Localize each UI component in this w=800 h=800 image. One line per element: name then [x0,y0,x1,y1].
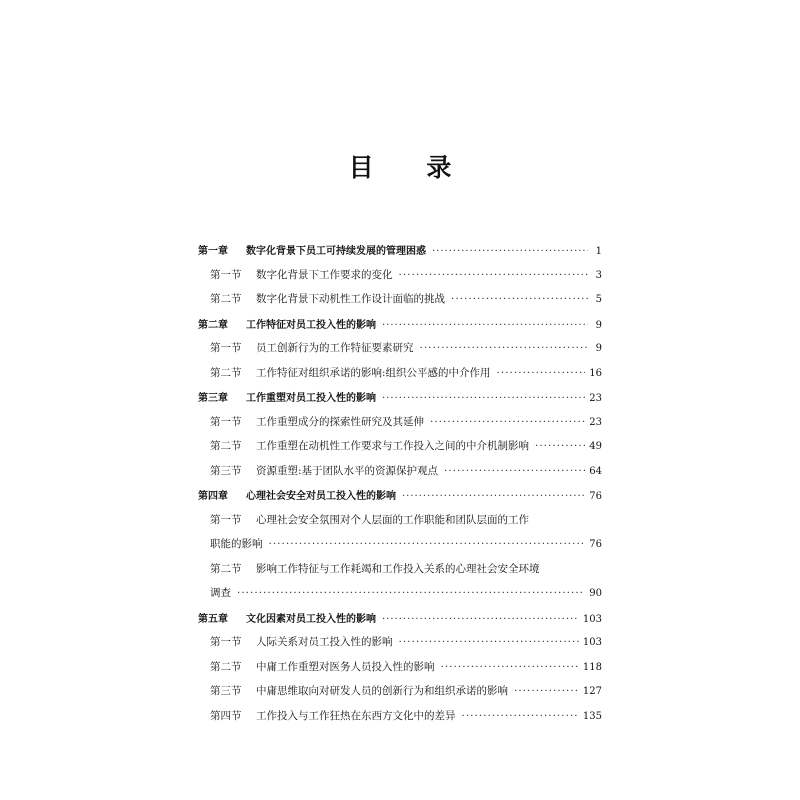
toc-entry-section[interactable] [198,512,602,537]
leader-dots [420,342,589,354]
toc-entry-chapter[interactable] [198,389,602,414]
leader-dots [430,416,585,428]
toc-entry-section[interactable] [198,414,602,439]
chapter-title: 数字化背景下员工可持续发展的管理困惑 [246,246,426,257]
section-title: 员工创新行为的工作特征要素研究 [256,342,414,354]
section-title: 工作投入与工作狂热在东西方文化中的差异 [256,709,456,722]
section-title: 人际关系对员工投入性的影响 [256,636,393,648]
page-number: 5 [595,294,602,305]
toc-entry-section[interactable] [198,634,602,659]
page-number: 49 [589,441,602,452]
toc-entry-section[interactable] [198,659,602,684]
page-number: 16 [589,367,602,379]
section-number: 第一节 [210,636,242,648]
toc-entry-section[interactable] [198,683,602,708]
page-number: 23 [589,416,602,428]
page-number: 127 [582,686,602,697]
section-number: 第二节 [210,562,242,575]
leader-dots [382,393,585,404]
page-number: 76 [589,539,602,550]
toc-entry-section[interactable] [198,291,602,316]
section-number: 第一节 [210,268,242,281]
leader-dots [399,636,579,648]
toc-entry-continuation[interactable] [198,585,602,610]
section-title: 工作特征对组织承诺的影响:组织公平感的中介作用 [256,366,491,379]
chapter-number: 第一章 [198,246,228,257]
page-number: 64 [589,465,602,477]
page-number: 3 [595,269,602,281]
toc-entry-chapter[interactable] [198,316,602,341]
toc-entry-section[interactable] [198,708,602,733]
chapter-number: 第二章 [198,319,228,331]
toc-entry-section[interactable] [198,365,602,390]
page-number: 1 [595,246,602,257]
page-number: 9 [595,319,602,331]
chapter-number: 第三章 [198,393,228,404]
toc-title: 目 录 [348,153,474,182]
page-number: 90 [589,588,602,599]
toc-entry-section[interactable] [198,561,602,586]
section-title: 资源重塑:基于团队水平的资源保护观点 [256,464,439,477]
leader-dots [269,538,586,550]
section-number: 第一节 [210,415,242,428]
leader-dots [514,685,579,697]
section-number: 第三节 [210,685,242,697]
section-number: 第二节 [210,366,242,379]
section-number: 第三节 [210,464,242,477]
toc-entry-section[interactable] [198,438,602,463]
section-title: 工作重塑在动机性工作要求与工作投入之间的中介机制影响 [256,440,529,452]
chapter-number: 第四章 [198,491,228,502]
toc-entry-continuation[interactable] [198,536,602,561]
chapter-title: 工作特征对员工投入性的影响 [246,319,376,331]
section-title: 数字化背景下动机性工作设计面临的挑战 [256,293,445,305]
chapter-title: 心理社会安全对员工投入性的影响 [246,491,396,502]
leader-dots [444,465,585,477]
section-title: 心理社会安全氛围对个人层面的工作职能和团队层面的工作 [256,513,529,526]
leader-dots [382,614,579,625]
table-of-contents [198,242,602,732]
section-number: 第四节 [210,709,242,722]
page-number: 76 [589,491,602,502]
section-title: 影响工作特征与工作耗竭和工作投入关系的心理社会安全环境 [256,562,540,575]
leader-dots [402,491,585,502]
section-title-continued: 职能的影响 [210,538,263,550]
leader-dots [399,269,589,281]
toc-entry-section[interactable] [198,340,602,365]
toc-entry-chapter[interactable] [198,610,602,635]
page-number: 135 [582,710,602,722]
page-number: 118 [582,661,602,673]
page-number: 103 [582,613,602,625]
section-title: 工作重塑成分的探索性研究及其延伸 [256,415,424,428]
leader-dots [382,320,588,331]
leader-dots [462,710,579,722]
section-title-continued: 调查 [210,587,231,599]
leader-dots [441,661,579,673]
section-number: 第一节 [210,342,242,354]
section-title: 中庸工作重塑对医务人员投入性的影响 [256,660,435,673]
section-title: 数字化背景下工作要求的变化 [256,268,393,281]
section-number: 第二节 [210,440,242,452]
leader-dots [237,587,585,599]
chapter-title: 文化因素对员工投入性的影响 [246,613,376,625]
section-number: 第二节 [210,660,242,673]
toc-entry-chapter[interactable] [198,487,602,512]
section-title: 中庸思维取向对研发人员的创新行为和组织承诺的影响 [256,685,508,697]
leader-dots [497,367,586,379]
toc-entry-section[interactable] [198,463,602,488]
page-number: 23 [589,393,602,404]
chapter-number: 第五章 [198,613,228,625]
section-number: 第二节 [210,293,242,305]
leader-dots [451,293,588,305]
section-number: 第一节 [210,513,242,526]
toc-entry-section[interactable] [198,267,602,292]
chapter-title: 工作重塑对员工投入性的影响 [246,393,376,404]
leader-dots [535,440,585,452]
page-number: 103 [582,637,602,648]
leader-dots [432,246,588,257]
page-number: 9 [595,343,602,354]
toc-entry-chapter[interactable] [198,242,602,267]
